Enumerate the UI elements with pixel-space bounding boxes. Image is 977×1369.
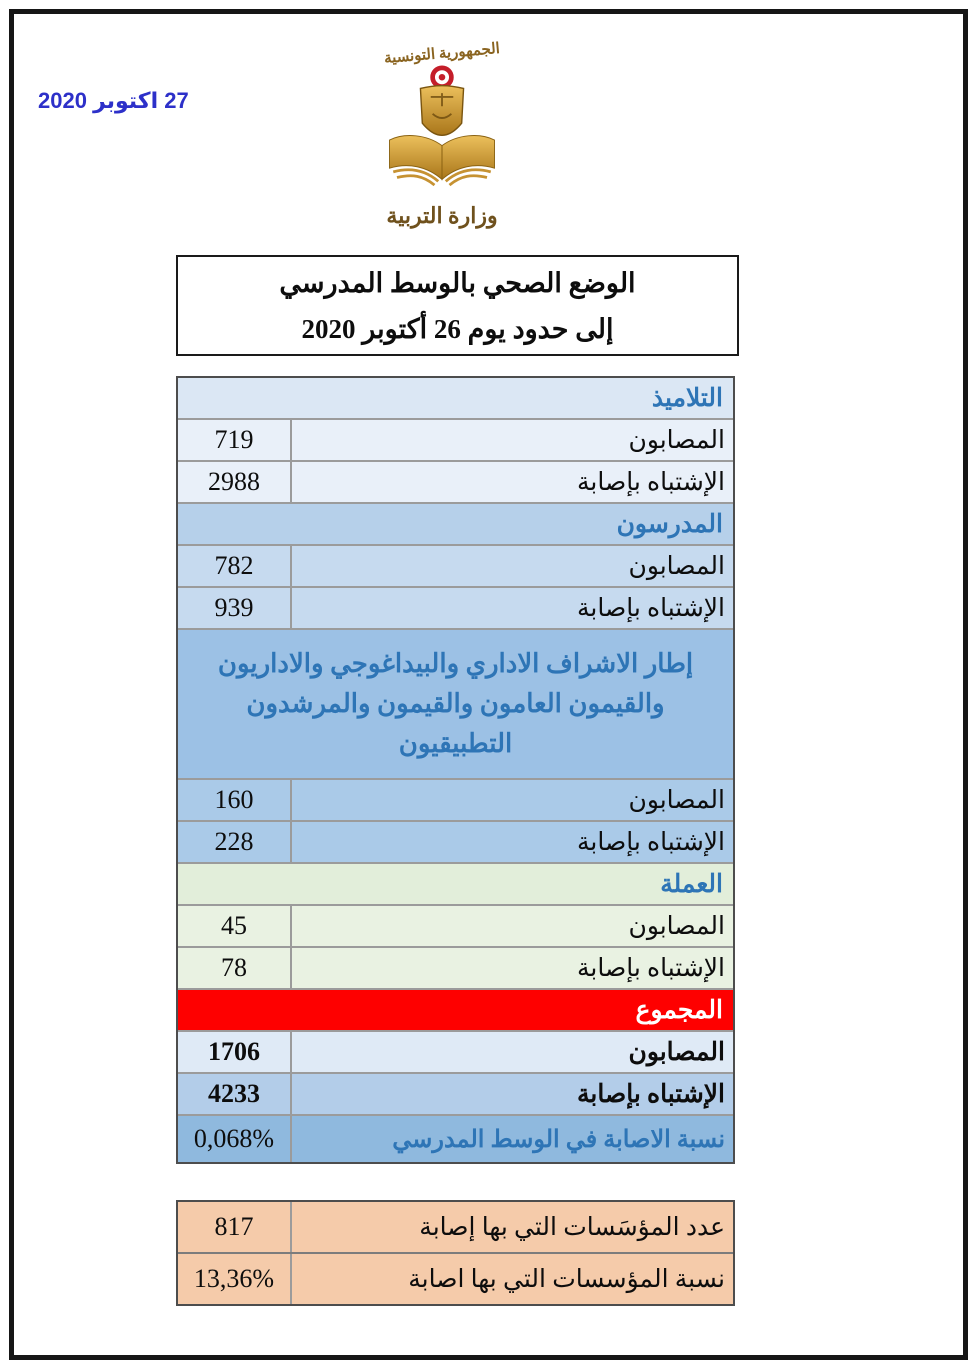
row-label: نسبة المؤسسات التي بها اصابة <box>408 1266 725 1293</box>
section-header-label: المدرسون <box>616 511 723 538</box>
data-row-institutions-count <box>178 1202 733 1252</box>
row-value: 13,36% <box>178 1254 292 1304</box>
section-header-teachers <box>178 502 733 544</box>
row-value: 160 <box>178 780 292 820</box>
row-value: 719 <box>178 420 292 460</box>
row-label: نسبة الاصابة في الوسط المدرسي <box>392 1126 725 1153</box>
section-header-label: إطار الاشراف الاداري والبيداغوجي والاداريون والقيمون العامون والقيمون والمرشدون التطبيقيون <box>217 648 694 759</box>
republic-calligraphy: الجمهورية التونسية <box>383 40 501 68</box>
row-value: 4233 <box>178 1074 292 1114</box>
data-row-teachers-suspected <box>178 586 733 628</box>
data-row-total-suspected <box>178 1072 733 1114</box>
row-value: 939 <box>178 588 292 628</box>
row-value: 228 <box>178 822 292 862</box>
title-line2: إلى حدود يوم 26 أكتوبر 2020 <box>301 313 614 344</box>
row-label: الإشتباه بإصابة <box>577 469 725 496</box>
row-label: المصابون <box>628 553 725 580</box>
row-value: 1706 <box>178 1032 292 1072</box>
ministry-name: وزارة التربية <box>386 203 498 228</box>
title-line1: الوضع الصحي بالوسط المدرسي <box>279 267 636 298</box>
row-label: المصابون <box>628 913 725 940</box>
section-header-label: العملة <box>660 871 723 898</box>
row-label: الإشتباه بإصابة <box>577 595 725 622</box>
data-row-admin-suspected <box>178 820 733 862</box>
row-label: المصابون <box>628 1039 725 1066</box>
data-row-workers-infected <box>178 904 733 946</box>
row-label: المصابون <box>628 787 725 814</box>
emblem-book-icon <box>367 65 517 201</box>
row-value: 2988 <box>178 462 292 502</box>
row-label: الإشتباه بإصابة <box>577 1081 725 1108</box>
row-value: 45 <box>178 906 292 946</box>
data-row-students-infected <box>178 418 733 460</box>
institutions-table <box>176 1200 735 1306</box>
row-value: 817 <box>178 1202 292 1252</box>
data-row-workers-suspected <box>178 946 733 988</box>
document-date: 27 اكتوبر 2020 <box>38 88 189 113</box>
data-row-total-infected <box>178 1030 733 1072</box>
section-header-students <box>178 378 733 418</box>
section-header-total <box>178 988 733 1030</box>
section-header-label: التلاميذ <box>651 385 723 412</box>
ministry-logo <box>352 40 532 229</box>
section-header-admin-staff <box>178 628 733 778</box>
row-value: 782 <box>178 546 292 586</box>
section-header-label: المجموع <box>635 997 723 1024</box>
section-header-workers <box>178 862 733 904</box>
row-value: 78 <box>178 948 292 988</box>
row-value: 0,068% <box>178 1116 292 1162</box>
row-label: الإشتباه بإصابة <box>577 829 725 856</box>
data-row-students-suspected <box>178 460 733 502</box>
stats-table <box>176 376 735 1164</box>
data-row-admin-infected <box>178 778 733 820</box>
data-row-teachers-infected <box>178 544 733 586</box>
data-row-institutions-rate <box>178 1252 733 1304</box>
row-label: المصابون <box>628 427 725 454</box>
row-label: عدد المؤسَسات التي بها إصابة <box>419 1214 725 1241</box>
row-label: الإشتباه بإصابة <box>577 955 725 982</box>
data-row-infection-rate <box>178 1114 733 1162</box>
title-box <box>176 255 739 356</box>
